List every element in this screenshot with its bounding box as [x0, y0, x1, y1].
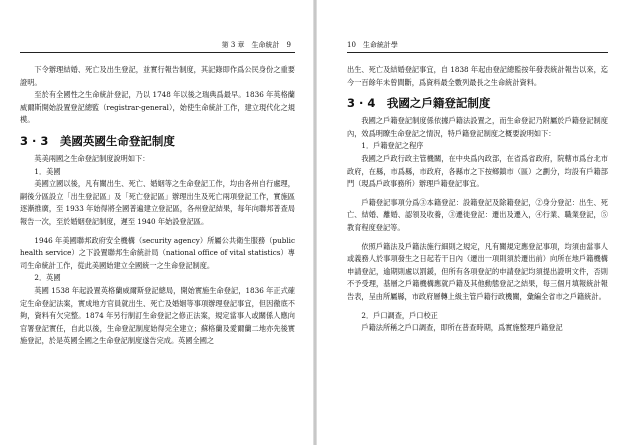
paragraph: 美國立國以後，凡有關出生、死亡、婚姻等之生命登記工作，均由各州自行處理，嗣後分區設立「出生登記區」及「死亡登記區」辦理出生及死亡兩項登記工作，實施區逐漸推廣，至 1933 年始得將全國普遍建立登記區，各州登記結果，每年向聯邦普查局報告一次，至於婚姻登記制度，遲至 1940 年始設登記區。 [20, 179, 295, 226]
section-heading: 3 · 4 我國之戶籍登記制度 [347, 96, 491, 111]
paragraph: 依照戶籍法及戶籍法施行細則之規定，凡有關規定應登記事項，均須由當事人或義務人於事項發生之日起若干日內（遷出一項則須於遷出前）向所在地戶籍機構申請登記，逾期則處以罰鍰，但所有各項登記的申請登記均須提出證明文件，否則不予受理，基層之戶籍機構應就戶籍及其他動態登記之結果，每三個月填報統計報告表，呈由所屬縣，市政府層轉上級主管戶籍行政機關，彙編全省市之戶籍統計。 [347, 241, 608, 301]
section-heading: 3 · 3 美國英國生命登記制度 [20, 133, 175, 148]
paragraph: 英國 1538 年起設置英格蘭威爾斯登記總局，開始實施生命登記，1836 年正式確定生命登記法案，實成地方官員就出生、死亡及婚姻等事項辦理登記事宜，但因徹底不夠，資料有欠完整。1874 年另行制訂生命登記之修正法案，規定當事人或關係人應向官署登記實任，自此以後，生命登記制度始得完全建立；蘇格蘭及愛爾蘭二地亦先後實施登記，於是英國全國之生命登記制度遂告完成。英國全國之 [20, 285, 295, 346]
paragraph: 戶籍登記事項分爲③本籍登記：設籍登記及除籍登記，②身分登記：出生、死亡、結婚、離婚、認領及收養，③遷徙登記：遷出及遷入，④行業、職業登記，⑤教育程度登記等。 [347, 197, 608, 232]
right-page [315, 0, 630, 445]
paragraph: 英美兩國之生命登記制度說明如下： [34, 153, 150, 163]
paragraph: 下令辦理結婚、死亡及出生登記，並實行報告制度，其記錄即作爲公民身份之重要證明。 [20, 65, 295, 87]
page-body [347, 64, 608, 335]
header-rule [347, 52, 608, 53]
running-header: 10 生命統計學 [347, 41, 398, 49]
paragraph: 戶籍法所稱之戶口調查，即所在普查時期，爲實施整理戶籍登記 [361, 323, 563, 333]
page-body [20, 64, 295, 348]
paragraph: 1946 年美國聯邦政府安全機構（security agency）所屬公共衛生服務（public health service）之下設置聯邦生命統計局（national office of vital statistics）專司生命統計工作，從此美國始建立全國統一之生命登記制度。 [20, 235, 295, 270]
running-header: 第 3 章 生命統計 9 [221, 41, 291, 49]
header-rule [20, 52, 295, 53]
subsection-label: 2．戶口調查，戶口校正 [361, 310, 438, 320]
subsection-label: 2．英國 [34, 273, 61, 283]
paragraph: 我國之戶籍登記制度係依據戶籍法設置之，而生命登記乃附屬於戶籍登記制度內，效爲明瞭生命登記之情況，特戶籍登記制度之概要說明如下： [347, 116, 608, 138]
subsection-label: 1．戶籍登記之程序 [361, 141, 424, 151]
paragraph: 至於有全國性之生命統計登記，乃以 1748 年以後之瑞典爲最早。1836 年英格蘭威爾斯開始設置登記總監（registrar-general），始使生命統計工作，建立現代化之規模。 [20, 90, 295, 125]
subsection-label: 1．美國 [34, 166, 61, 176]
paragraph: 出生、死亡及結婚登記事宜，自 1838 年起由登記總監按年發表統計報告以來，迄今一百餘年未曾間斷，爲資料最全數列最長之生命統計資料。 [347, 65, 608, 87]
paragraph: 我國之戶政行政主管機關，在中央爲內政部，在省爲省政府，院轄市爲台北市政府，在縣，市爲縣，市政府，各縣市之下按鄉鎮市（區）之劃分，均設有戶籍部門（現爲戶政事務所）辦理戶籍登記事宜。 [347, 153, 608, 189]
